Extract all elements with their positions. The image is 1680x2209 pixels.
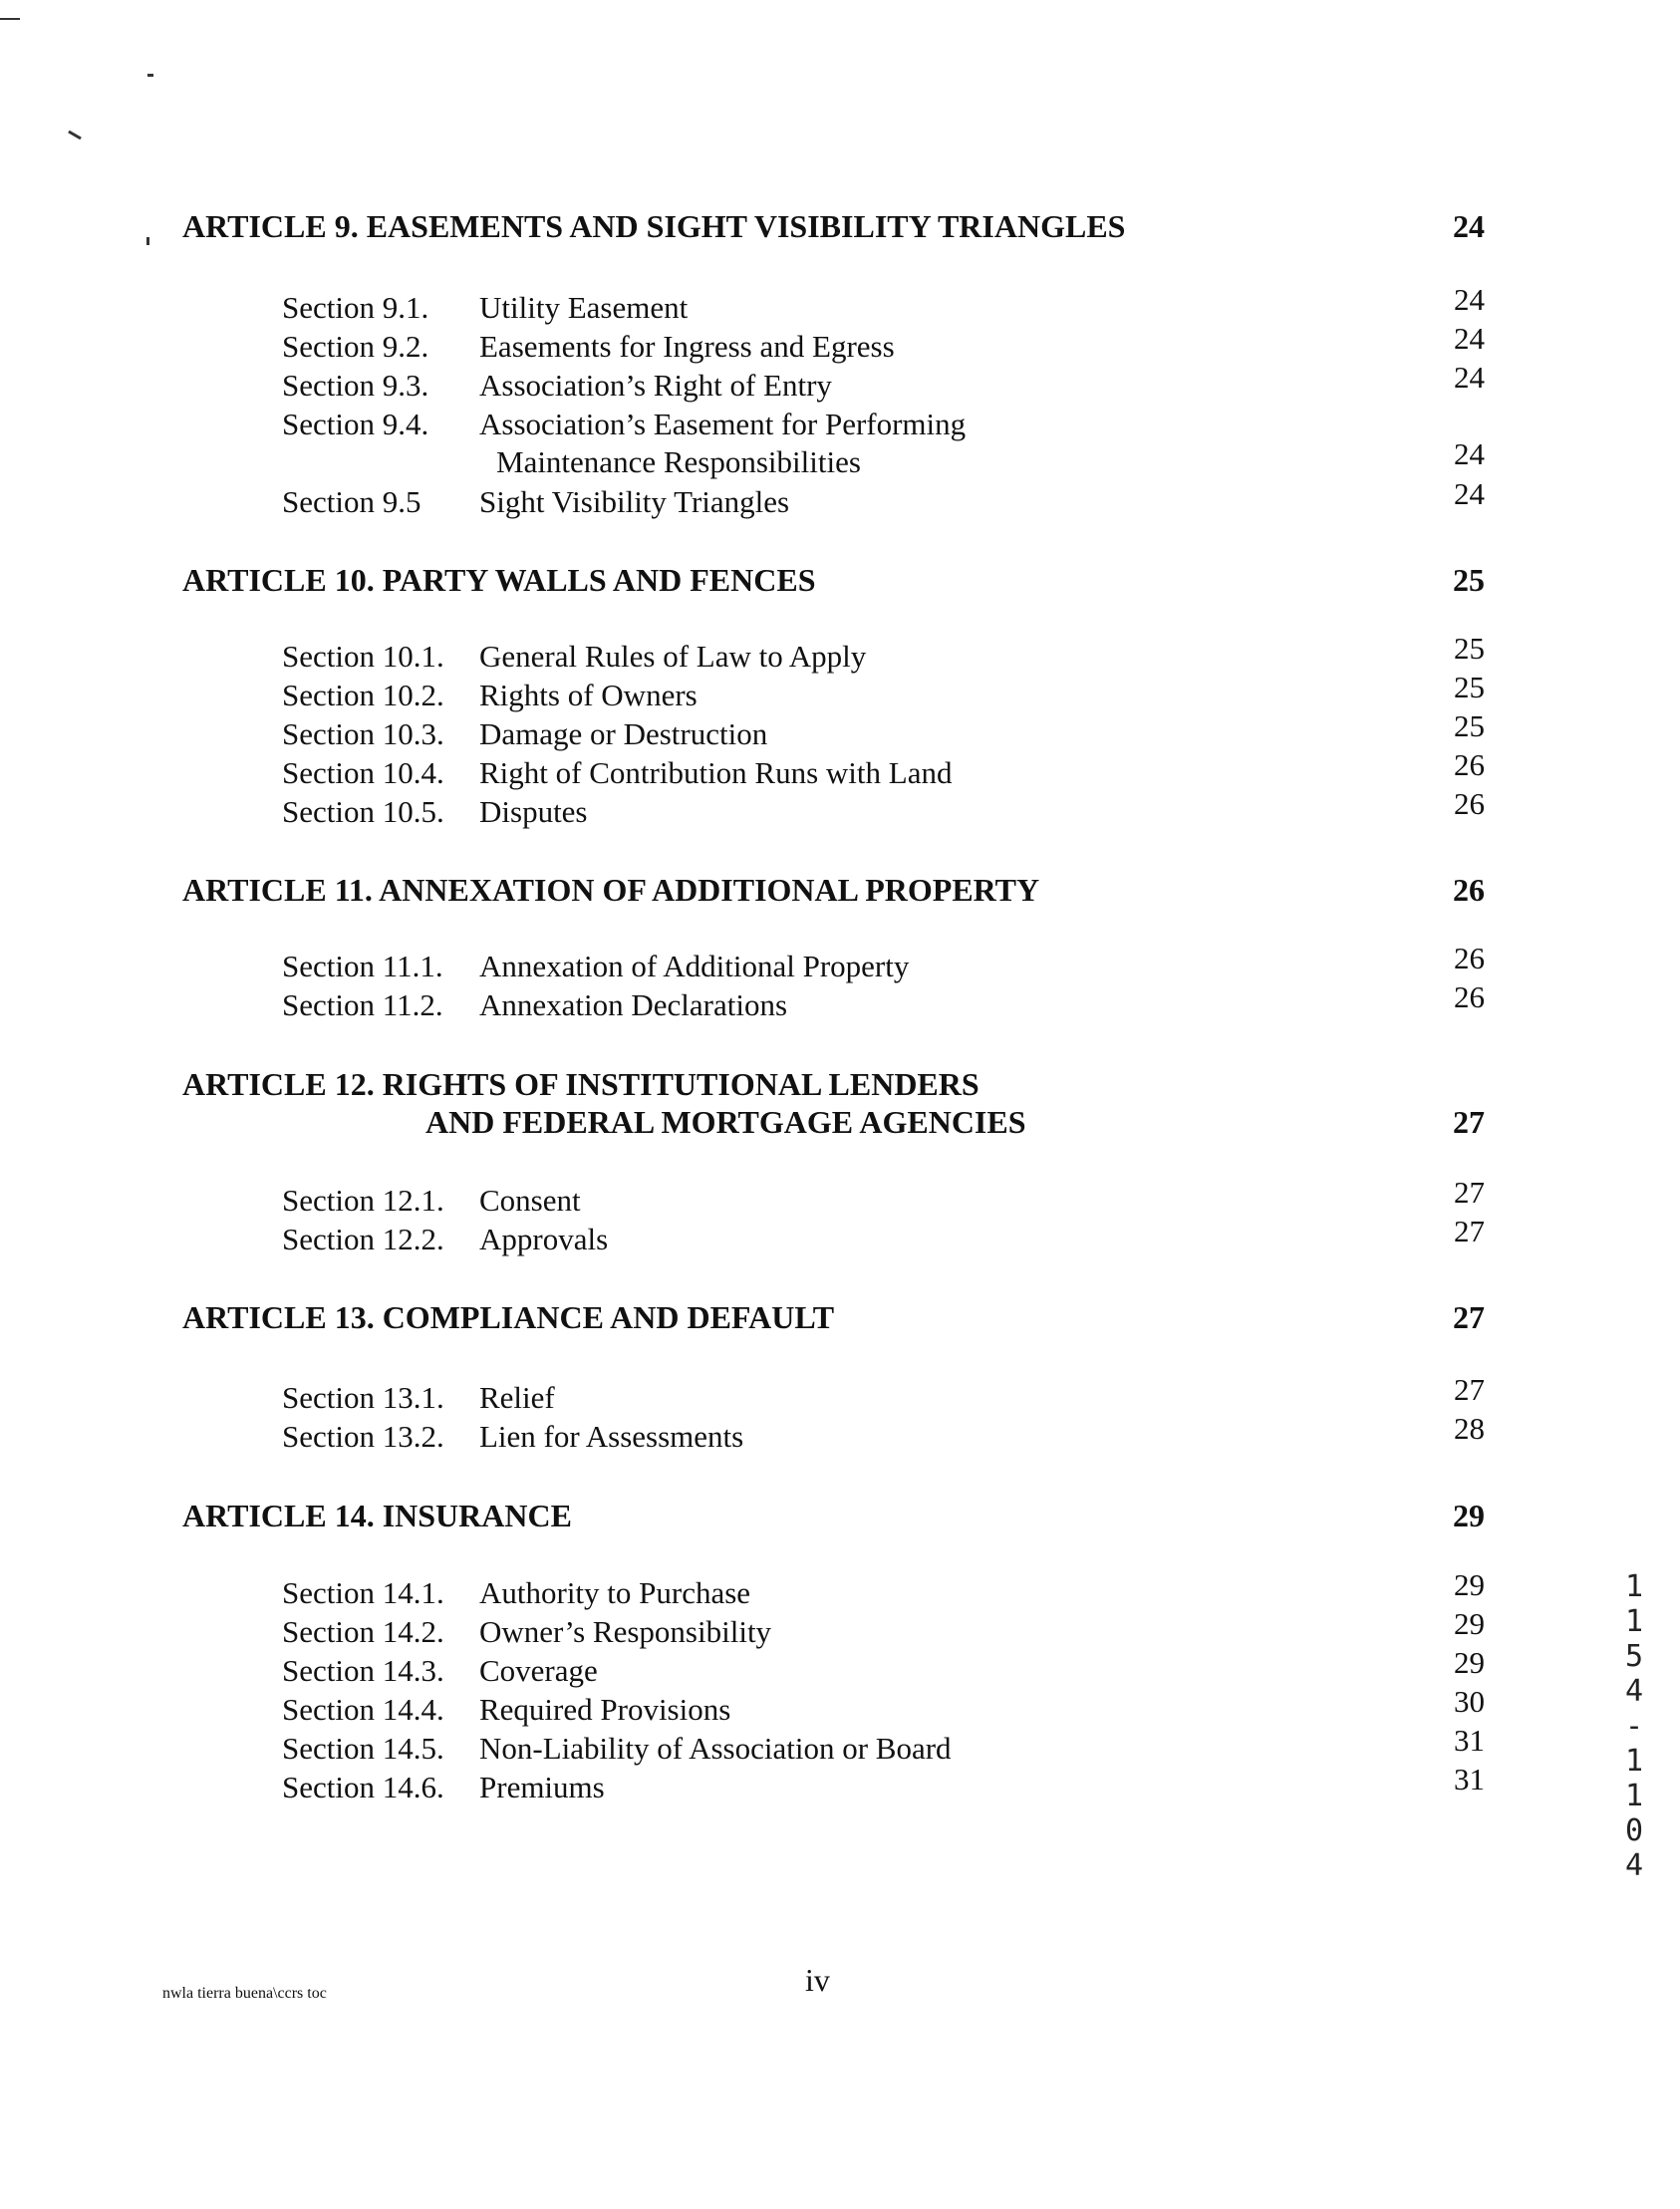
stamp-digit: 1	[1624, 1779, 1644, 1813]
section-page: 25	[1454, 708, 1485, 743]
section-page: 25	[1454, 631, 1485, 666]
section-title: Consent	[479, 1183, 581, 1218]
article-heading	[182, 1065, 1485, 1141]
section-title: Annexation Declarations	[479, 987, 788, 1022]
article-page: 24	[1453, 208, 1485, 244]
section-number: Section 9.3.	[282, 368, 429, 403]
stamp-digit: -	[1624, 1709, 1644, 1744]
article-heading	[182, 561, 1485, 599]
section-page: 31	[1454, 1723, 1485, 1758]
section-number: Section 10.3.	[282, 716, 444, 751]
section-title: Annexation of Additional Property	[479, 949, 910, 983]
scan-speck	[146, 237, 149, 245]
section-title: Approvals	[479, 1222, 609, 1256]
section-number: Section 13.2.	[282, 1419, 444, 1454]
section-page: 29	[1454, 1567, 1485, 1602]
section-number: Section 9.1.	[282, 290, 429, 325]
section-title: Premiums	[479, 1770, 605, 1804]
section-number: Section 11.1.	[282, 949, 443, 983]
stamp-digit: 0	[1624, 1813, 1644, 1848]
section-title: Sight Visibility Triangles	[479, 484, 790, 519]
stamp-digit: 1	[1624, 1744, 1644, 1779]
article-title: ARTICLE 14. INSURANCE	[182, 1498, 572, 1533]
section-page: 24	[1454, 360, 1485, 395]
page-number: iv	[805, 1962, 830, 1998]
article-title: ARTICLE 9. EASEMENTS AND SIGHT VISIBILITY TRIANGLES	[182, 208, 1126, 244]
section-title: Damage or Destruction	[479, 716, 768, 751]
file-reference: nwla tierra buena\ccrs toc	[162, 1985, 327, 2002]
article-title-continued: AND FEDERAL MORTGAGE AGENCIES	[425, 1104, 1026, 1140]
section-number: Section 9.4.	[282, 407, 429, 441]
stamp-digit: 4	[1624, 1674, 1644, 1709]
section-title: Coverage	[479, 1653, 598, 1688]
section-title: Relief	[479, 1380, 555, 1415]
article-title: ARTICLE 13. COMPLIANCE AND DEFAULT	[182, 1299, 835, 1335]
section-title: Right of Contribution Runs with Land	[479, 755, 953, 790]
section-title: Utility Easement	[479, 290, 689, 325]
stamp-digit: 1	[1624, 1569, 1644, 1604]
section-number: Section 14.4.	[282, 1692, 444, 1727]
section-title: Disputes	[479, 794, 588, 829]
section-number: Section 10.2.	[282, 678, 444, 712]
section-number: Section 14.2.	[282, 1614, 444, 1649]
section-page: 26	[1454, 979, 1485, 1014]
section-title: Required Provisions	[479, 1692, 731, 1727]
scan-speck	[68, 131, 82, 140]
section-title: Non-Liability of Association or Board	[479, 1731, 952, 1766]
section-page: 24	[1454, 282, 1485, 317]
section-title: Association’s Easement for Performing	[479, 407, 967, 441]
section-title: Owner’s Responsibility	[479, 1614, 772, 1649]
section-page: 27	[1454, 1372, 1485, 1407]
section-page: 25	[1454, 670, 1485, 704]
article-title: ARTICLE 12. RIGHTS OF INSTITUTIONAL LENDERS	[182, 1066, 980, 1102]
article-heading	[182, 1298, 1485, 1336]
section-title: Easements for Ingress and Egress	[479, 329, 895, 364]
article-heading	[182, 871, 1485, 909]
article-page: 27	[1453, 1299, 1485, 1335]
stamp-digit: 1	[1624, 1604, 1644, 1639]
section-number: Section 9.2.	[282, 329, 429, 364]
section-number: Section 14.3.	[282, 1653, 444, 1688]
section-page: 24	[1454, 476, 1485, 511]
section-title: Association’s Right of Entry	[479, 368, 832, 403]
section-number: Section 14.6.	[282, 1770, 444, 1804]
section-number: Section 10.5.	[282, 794, 444, 829]
section-number: Section 10.4.	[282, 755, 444, 790]
article-page: 27	[1453, 1104, 1485, 1140]
section-page: 26	[1454, 747, 1485, 782]
section-page: 31	[1454, 1762, 1485, 1796]
section-title: General Rules of Law to Apply	[479, 639, 867, 674]
article-heading	[182, 1497, 1485, 1534]
article-page: 29	[1453, 1498, 1485, 1533]
section-number: Section 13.1.	[282, 1380, 444, 1415]
article-page: 25	[1453, 562, 1485, 598]
section-page: 28	[1454, 1411, 1485, 1446]
section-title-continued: Maintenance Responsibilities	[496, 444, 861, 479]
section-number: Section 10.1.	[282, 639, 444, 674]
section-number: Section 12.2.	[282, 1222, 444, 1256]
section-number: Section 12.1.	[282, 1183, 444, 1218]
section-page: 26	[1454, 941, 1485, 975]
section-title: Authority to Purchase	[479, 1575, 751, 1610]
section-page: 29	[1454, 1606, 1485, 1641]
article-heading	[182, 207, 1485, 245]
section-number: Section 9.5	[282, 484, 421, 519]
article-title: ARTICLE 10. PARTY WALLS AND FENCES	[182, 562, 816, 598]
section-page: 24	[1454, 436, 1485, 471]
scan-speck	[0, 18, 20, 20]
scan-speck	[147, 74, 153, 77]
stamp-digit: 5	[1624, 1639, 1644, 1674]
section-number: Section 14.1.	[282, 1575, 444, 1610]
article-page: 26	[1453, 872, 1485, 908]
section-page: 26	[1454, 786, 1485, 821]
section-page: 27	[1454, 1175, 1485, 1210]
section-title: Rights of Owners	[479, 678, 698, 712]
section-page: 30	[1454, 1684, 1485, 1719]
section-title: Lien for Assessments	[479, 1419, 744, 1454]
section-page: 27	[1454, 1214, 1485, 1248]
section-page: 29	[1454, 1645, 1485, 1680]
article-title: ARTICLE 11. ANNEXATION OF ADDITIONAL PROPERTY	[182, 872, 1040, 908]
recording-stamp	[1614, 1569, 1654, 1883]
section-number: Section 14.5.	[282, 1731, 444, 1766]
section-number: Section 11.2.	[282, 987, 443, 1022]
section-page: 24	[1454, 321, 1485, 356]
stamp-digit: 4	[1624, 1848, 1644, 1883]
